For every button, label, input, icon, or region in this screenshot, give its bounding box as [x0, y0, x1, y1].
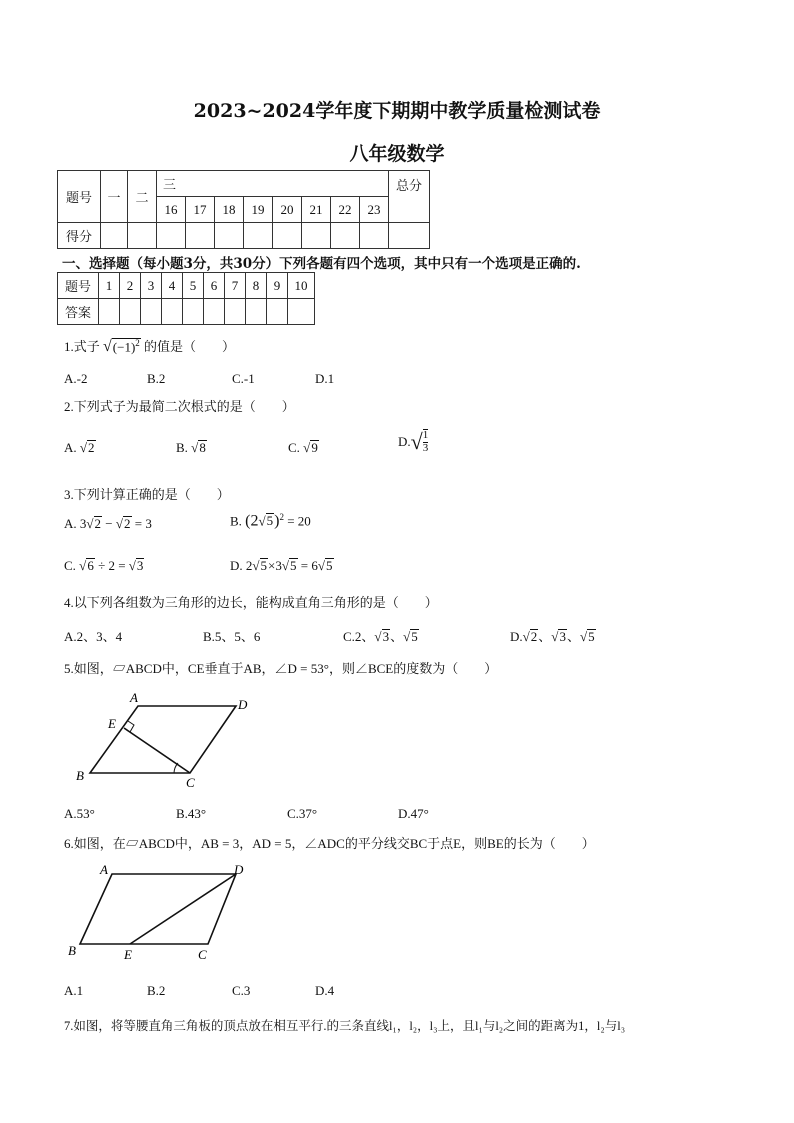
answer-cell[interactable]	[246, 299, 267, 325]
question-6-figure	[60, 862, 260, 962]
question-5-option-a[interactable]: A.53°	[64, 806, 95, 821]
segment-de	[130, 874, 236, 944]
question-4-option-c[interactable]: C.2、√3、√5	[343, 629, 418, 644]
answer-cell[interactable]	[141, 299, 162, 325]
question-2-stem: 2.下列式子为最简二次根式的是（ ）	[64, 399, 295, 414]
answer-table-num: 8	[246, 273, 267, 299]
score-table-sub: 20	[273, 197, 302, 223]
answer-table-label: 题号	[58, 273, 99, 299]
score-table-row-label: 得分	[58, 223, 101, 249]
answer-table-num: 4	[162, 273, 183, 299]
score-cell[interactable]	[273, 223, 302, 249]
question-5-option-c[interactable]: C.37°	[287, 806, 318, 821]
score-table-label-two: 二	[128, 171, 157, 223]
score-cell[interactable]	[244, 223, 273, 249]
question-1-option-b[interactable]: B.2	[147, 371, 166, 386]
segment-ce	[124, 728, 190, 773]
answer-cell[interactable]	[204, 299, 225, 325]
question-3-option-d[interactable]: D. 2√5×3√5 = 6√5	[230, 558, 333, 573]
score-cell[interactable]	[186, 223, 215, 249]
section-heading: 一、选择题（每小题3分，共30分）下列各题有四个选项，其中只有一个选项是正确的.	[62, 256, 581, 272]
question-1-option-c[interactable]: C.-1	[232, 371, 255, 386]
question-2-option-d[interactable]: D.√ $\frac{1}{3}$	[398, 429, 429, 454]
score-table-sub: 18	[215, 197, 244, 223]
score-table	[57, 170, 430, 249]
label-e: E	[124, 947, 132, 962]
exam-subtitle: 八年级数学	[349, 143, 445, 165]
answer-cell[interactable]	[99, 299, 120, 325]
question-3-option-b[interactable]: B. $(2√5)^2 = 20$	[230, 512, 311, 530]
question-1-option-d[interactable]: D.1	[315, 371, 335, 386]
question-4-stem: 4.以下列各组数为三角形的边长，能构成直角三角形的是（ ）	[64, 595, 438, 610]
question-5-figure	[70, 690, 270, 795]
question-6-option-c[interactable]: C.3	[232, 983, 251, 998]
parallelogram-abcd	[80, 874, 236, 944]
label-d: D	[238, 697, 248, 712]
question-4-option-a[interactable]: A.2、3、4	[64, 629, 123, 644]
question-7-stem: 7.如图，将等腰直角三角板的顶点放在相互平行.的三条直线l₁，l₂，l₃上，且l₁与l₂之间的距离为1，l₂与l₃	[64, 1019, 626, 1033]
answer-table-num: 6	[204, 273, 225, 299]
score-table-sub: 16	[157, 197, 186, 223]
question-5-option-b[interactable]: B.43°	[176, 806, 207, 821]
label-a: A	[100, 862, 108, 877]
label-e: E	[108, 716, 116, 731]
label-a: A	[130, 690, 138, 705]
score-table-sub: 22	[331, 197, 360, 223]
question-6-option-d[interactable]: D.4	[315, 983, 335, 998]
score-cell[interactable]	[215, 223, 244, 249]
question-2-option-c[interactable]: C. √9	[288, 440, 318, 455]
score-cell[interactable]	[331, 223, 360, 249]
label-c: C	[198, 947, 207, 962]
answer-cell[interactable]	[225, 299, 246, 325]
answer-table-num: 9	[267, 273, 288, 299]
question-6-option-a[interactable]: A.1	[64, 983, 84, 998]
score-cell[interactable]	[101, 223, 128, 249]
answer-table-num: 5	[183, 273, 204, 299]
answer-table-num: 10	[288, 273, 315, 299]
question-2-option-b[interactable]: B. √8	[176, 440, 206, 455]
label-b: B	[68, 943, 76, 958]
label-b: B	[76, 768, 84, 783]
answer-cell[interactable]	[267, 299, 288, 325]
score-cell[interactable]	[128, 223, 157, 249]
question-1-stem: 1.式子 $√(-1)^2$ 的值是（ ）	[64, 337, 236, 355]
answer-cell[interactable]	[288, 299, 315, 325]
score-table-sub: 23	[360, 197, 389, 223]
answer-table-num: 3	[141, 273, 162, 299]
question-5-option-d[interactable]: D.47°	[398, 806, 429, 821]
score-table-label-tihao: 题号	[58, 171, 101, 223]
question-4-option-d[interactable]: D.√2、√3、√5	[510, 629, 595, 644]
question-5-stem: 5.如图，▱ABCD中，CE垂直于AB，∠D = 53°，则∠BCE的度数为（ ）	[64, 661, 498, 676]
label-c: C	[186, 775, 195, 790]
score-cell[interactable]	[360, 223, 389, 249]
question-3-stem: 3.下列计算正确的是（ ）	[64, 487, 230, 502]
label-d: D	[234, 862, 244, 877]
score-cell[interactable]	[157, 223, 186, 249]
question-2-option-a[interactable]: A. √2	[64, 440, 95, 455]
score-cell[interactable]	[389, 223, 430, 249]
score-table-sub: 21	[302, 197, 331, 223]
answer-table-num: 1	[99, 273, 120, 299]
answer-cell[interactable]	[183, 299, 204, 325]
right-angle-mark	[128, 721, 134, 732]
question-3-option-a[interactable]: A. 3√2 − √2 = 3	[64, 516, 152, 531]
question-1-option-a[interactable]: A.-2	[64, 371, 88, 386]
question-6-option-b[interactable]: B.2	[147, 983, 166, 998]
score-table-label-three: 三	[157, 171, 389, 197]
answer-table-num: 2	[120, 273, 141, 299]
angle-mark-c	[174, 763, 178, 773]
score-cell[interactable]	[302, 223, 331, 249]
answer-table-label: 答案	[58, 299, 99, 325]
score-table-sub: 19	[244, 197, 273, 223]
score-table-label-one: 一	[101, 171, 128, 223]
exam-title: 2023~2024学年度下期期中教学质量检测试卷	[193, 100, 601, 122]
answer-table-num: 7	[225, 273, 246, 299]
score-table-sub: 17	[186, 197, 215, 223]
answer-cell[interactable]	[120, 299, 141, 325]
question-4-option-b[interactable]: B.5、5、6	[203, 629, 261, 644]
score-table-label-total: 总分	[389, 171, 430, 223]
answer-cell[interactable]	[162, 299, 183, 325]
answer-table	[57, 272, 315, 325]
question-6-stem: 6.如图，在▱ABCD中，AB = 3，AD = 5，∠ADC的平分线交BC于点E，则BE的长为（ ）	[64, 836, 595, 851]
question-3-option-c[interactable]: C. √6 ÷ 2 = √3	[64, 558, 144, 573]
